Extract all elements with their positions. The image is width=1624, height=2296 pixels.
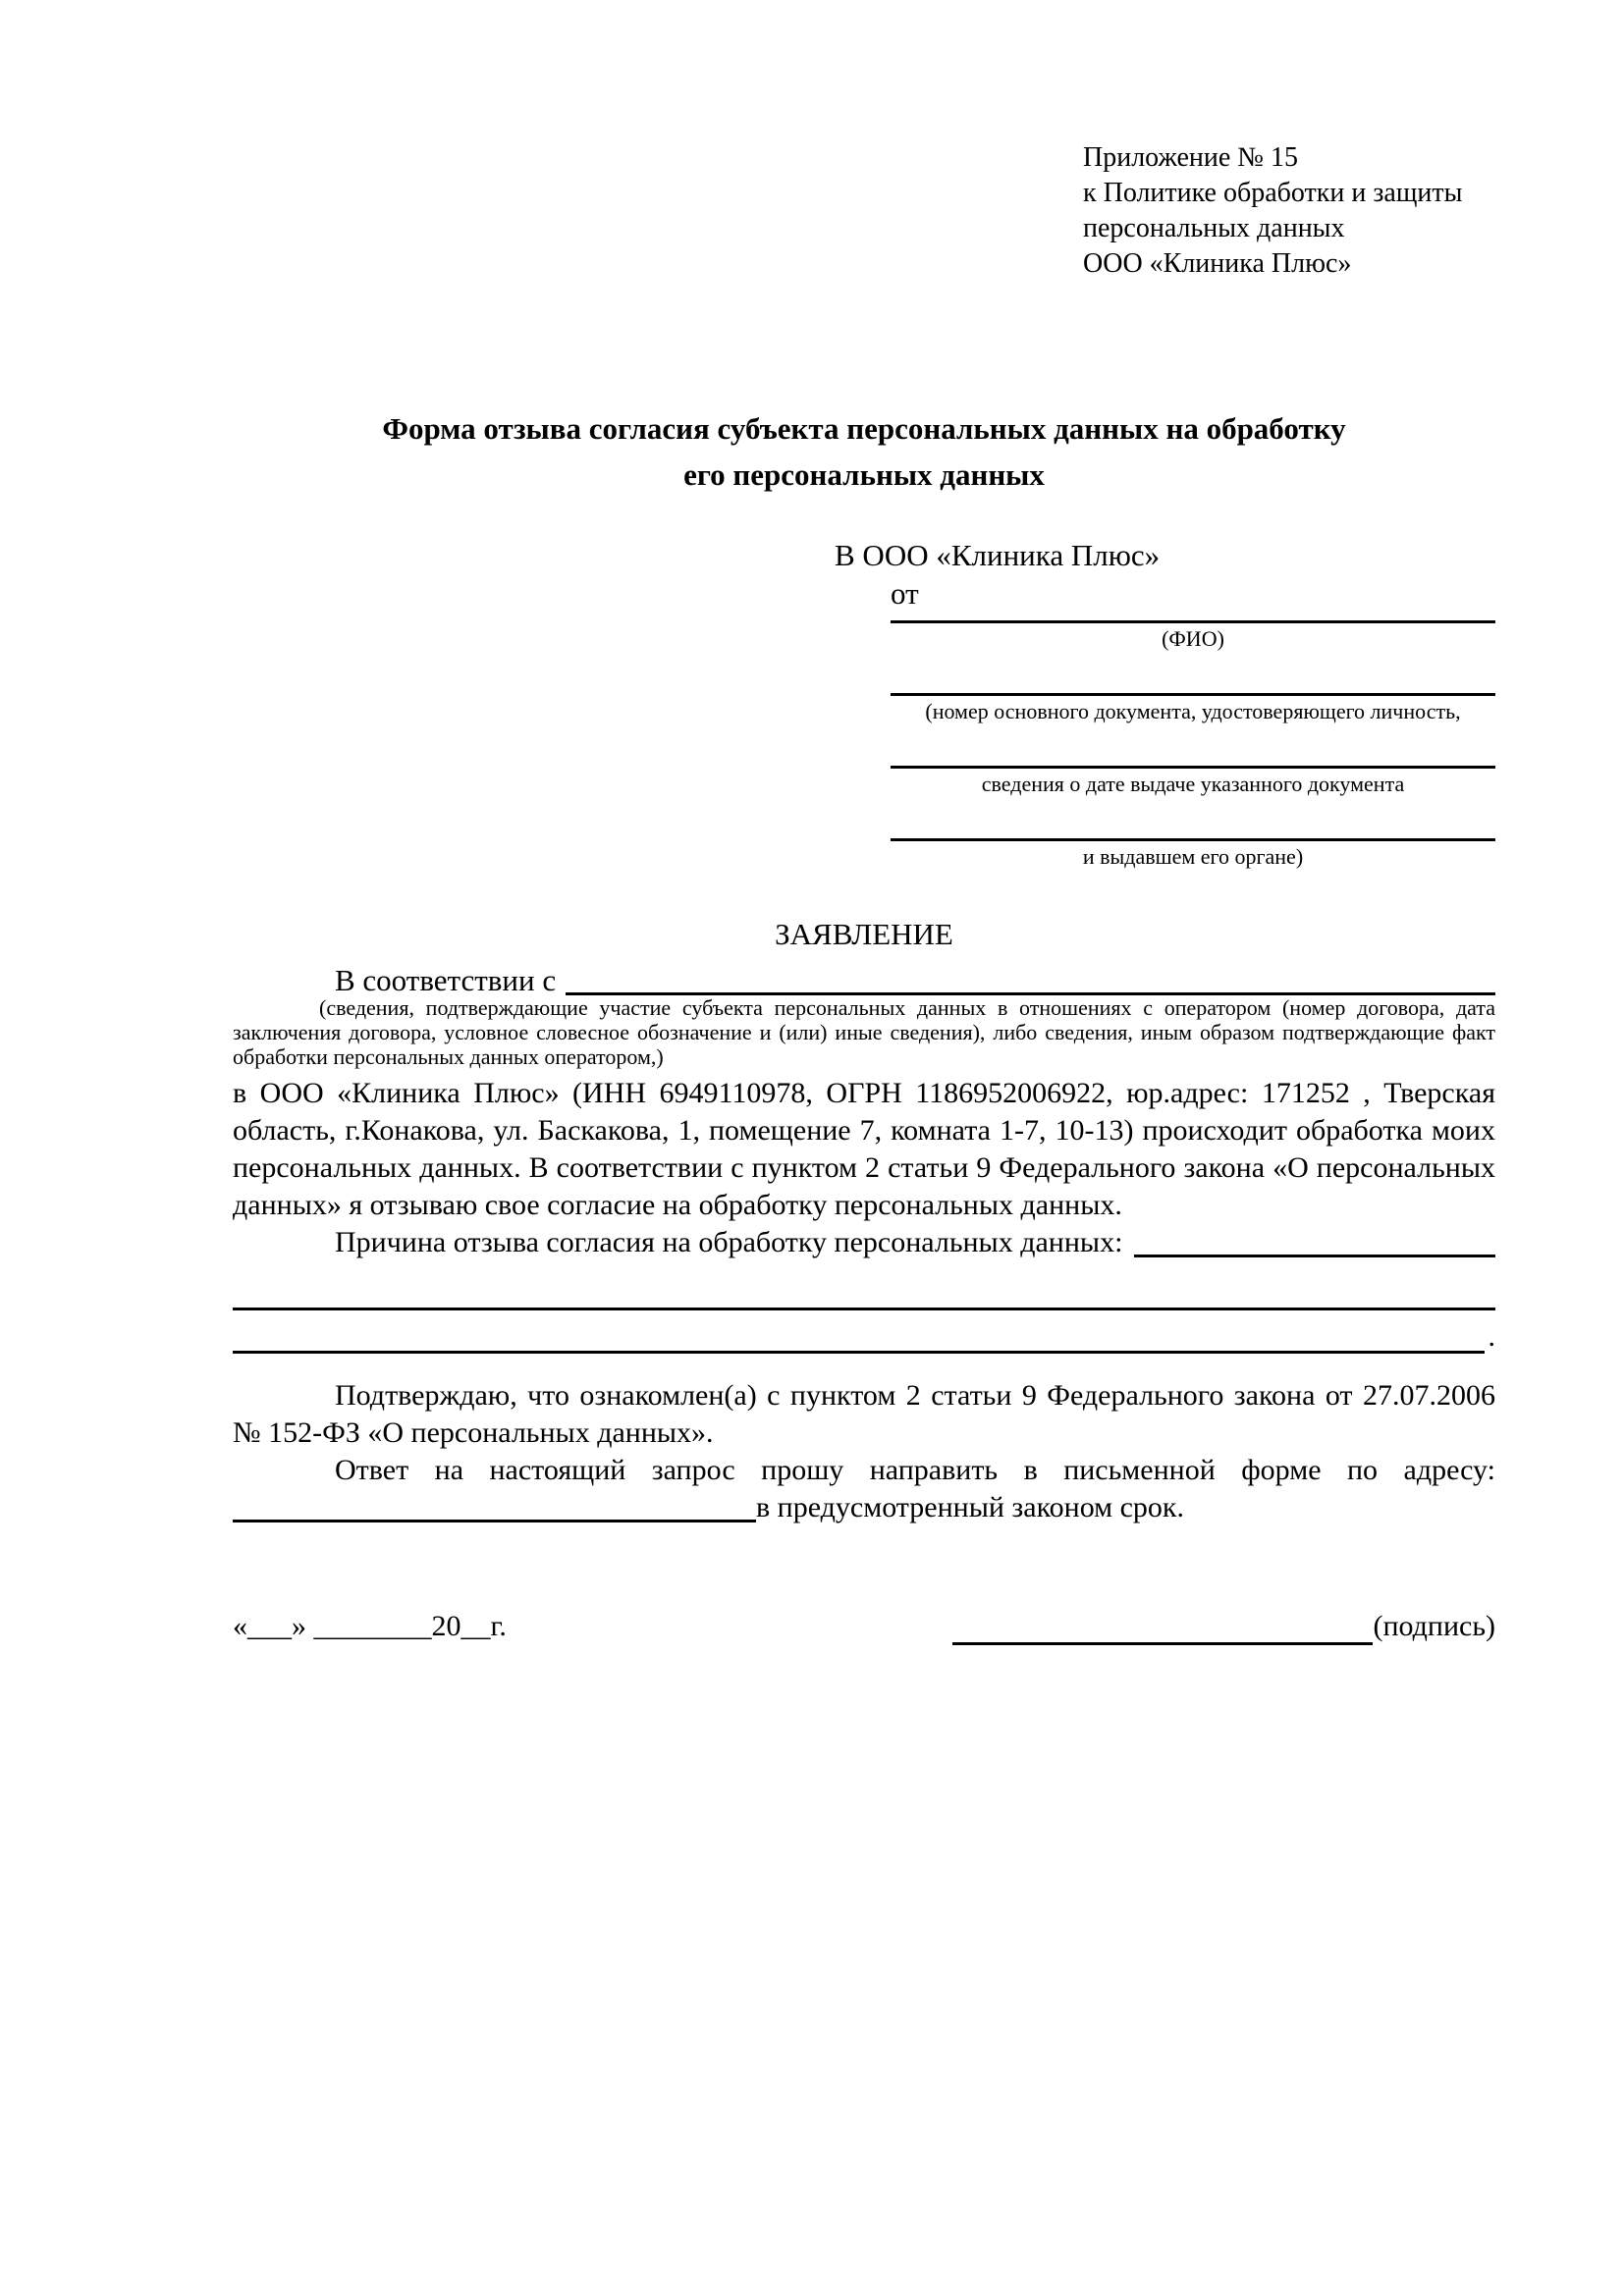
document-title-line-2: его персональных данных (683, 457, 1045, 492)
footer-row (233, 1608, 1495, 1645)
response-address-row (233, 1489, 1495, 1526)
intro-blank-line (566, 961, 1495, 995)
issue-date-caption: сведения о дате выдаче указанного документа (981, 772, 1405, 796)
reason-row (233, 1224, 1495, 1261)
addressee-to: В ООО «Клиника Плюс» (835, 538, 1161, 572)
document-content (233, 0, 1495, 1645)
document-number-field (891, 685, 1495, 724)
reason-blank-line-2 (233, 1261, 1495, 1310)
signature-blank-line (952, 1612, 1373, 1645)
issuing-authority-blank-line (891, 830, 1495, 841)
response-tail: в предусмотренный законом срок. (756, 1491, 1184, 1523)
signature-group (952, 1608, 1495, 1645)
appendix-line: Приложение № 15 (1083, 142, 1298, 173)
intro-label: В соответствии с (335, 963, 557, 997)
reason-blank-line-3-row (233, 1310, 1495, 1354)
fio-field (891, 613, 1495, 652)
appendix-line: к Политике обработки и защиты (1083, 178, 1463, 208)
issuing-authority-field (891, 830, 1495, 870)
response-request-paragraph: Ответ на настоящий запрос прошу направить в письменной форме по адресу: (335, 1454, 1495, 1486)
document-title (233, 405, 1495, 498)
fio-blank-line (891, 613, 1495, 623)
appendix-line: персональных данных (1083, 213, 1345, 243)
appendix-block (1083, 0, 1495, 282)
addressee-fields (891, 613, 1495, 870)
appendix-line: ООО «Клиника Плюс» (1083, 248, 1352, 279)
issue-date-blank-line (891, 758, 1495, 769)
confirm-paragraph: Подтверждаю, что ознакомлен(а) с пунктом 2 статьи 9 Федерального закона от 27.07.2006 № 152-ФЗ «О персональных данных». (233, 1379, 1495, 1449)
addressee-from-label: от (891, 576, 919, 611)
intro-row (233, 961, 1495, 999)
statement-heading: ЗАЯВЛЕНИЕ (775, 917, 953, 951)
reason-label: Причина отзыва согласия на обработку персональных данных: (335, 1226, 1123, 1258)
response-address-blank-line (233, 1489, 756, 1522)
issuing-authority-caption: и выдавшем его органе) (1082, 844, 1304, 869)
issue-date-field (891, 758, 1495, 797)
reason-blank-line (1134, 1224, 1495, 1257)
body-paragraph: в ООО «Клиника Плюс» (ИНН 6949110978, ОГРН 1186952006922, юр.адрес: 171252 , Тверская область, г.Конакова, ул. Баскакова, 1, помещение 7, комната 1-7, 10-13) происходит обработка моих персональных данных. В соответствии с пунктом 2 статьи 9 Федерального закона «О персональных данных» я отзываю свое согласие на обработку персональных данных. (233, 1077, 1495, 1221)
document-number-caption: (номер основного документа, удостоверяющего личность, (925, 699, 1461, 723)
reason-blank-line-3 (233, 1308, 1485, 1354)
date-blank-line: «___» ________20__г. (233, 1610, 507, 1642)
blank-line-terminator: . (1488, 1320, 1495, 1353)
fine-print-note: (сведения, подтверждающие участие субъекта персональных данных в отношениях с оператором (номер договора, дата заключения договора, условное словесное обозначение и (или) иные сведения), либо сведения, иным образом подтверждающие факт обработки персональных данных оператором,) (233, 995, 1495, 1069)
fio-caption: (ФИО) (1162, 626, 1224, 651)
signature-caption: (подпись) (1373, 1610, 1495, 1642)
document-number-blank-line (891, 685, 1495, 696)
document-title-line-1: Форма отзыва согласия субъекта персональных данных на обработку (382, 411, 1346, 446)
